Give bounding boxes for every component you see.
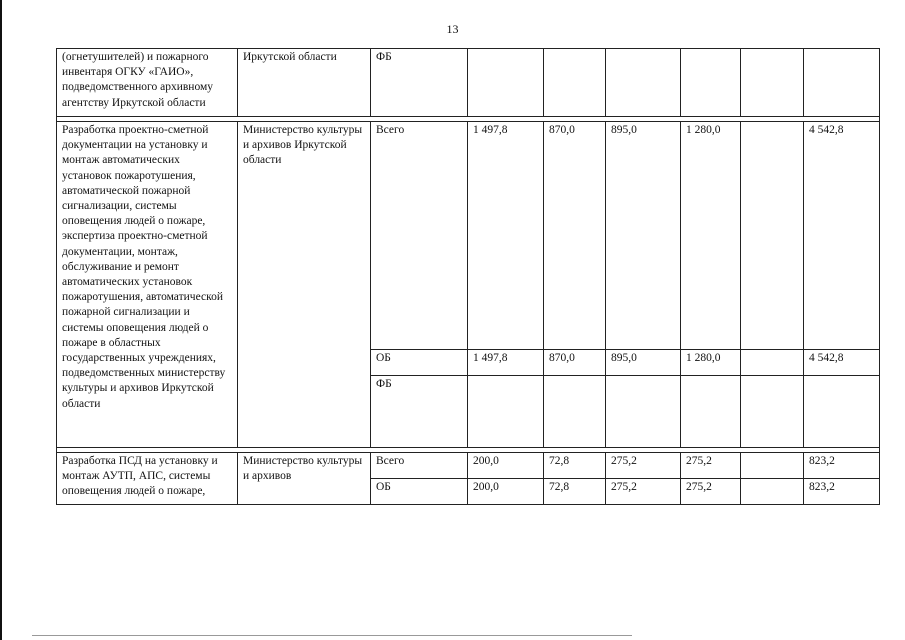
value-cell: 1 497,8 [468, 122, 544, 350]
value-cell: 72,8 [544, 479, 606, 505]
executor: Министерство культуры и архивов Иркутской области [238, 122, 371, 448]
page-number: 13 [446, 22, 459, 36]
activity-description: Разработка проектно-сметной документации на установку и монтаж автоматических установок пожаротушения, автоматической пожарной сигнализации, системы оповещения людей о пожаре, экспертиза проектно-сметной документации, монтаж, обслуживание и ремонт автоматических установок пожаротушения, автоматической пожарной сигнализации и системы оповещения людей о пожаре в областных государственных учреждениях, подведомственных министерству культуры и архивов Иркутской области [57, 122, 238, 448]
value-cell: 1 497,8 [468, 350, 544, 376]
funding-source: ФБ [371, 49, 468, 117]
value-cell [741, 350, 804, 376]
value-cell [741, 479, 804, 505]
value-cell [741, 376, 804, 448]
value-cell [741, 122, 804, 350]
value-cell: 275,2 [606, 453, 681, 479]
activity-description: (огнетушителей) и пожарного инвентаря ОГКУ «ГАИО», подведомственного архивному агентству Иркутской области [57, 49, 238, 117]
value-cell: 895,0 [606, 122, 681, 350]
funding-source: Всего [371, 122, 468, 350]
total-cell: 823,2 [804, 453, 880, 479]
total-cell: 4 542,8 [804, 122, 880, 350]
value-cell: 1 280,0 [681, 122, 741, 350]
total-cell: 4 542,8 [804, 350, 880, 376]
value-cell: 870,0 [544, 122, 606, 350]
page-bottom-edge [32, 635, 632, 636]
value-cell: 200,0 [468, 453, 544, 479]
funding-source: Всего [371, 453, 468, 479]
page-left-border [0, 0, 2, 640]
total-cell: 823,2 [804, 479, 880, 505]
funding-source: ФБ [371, 376, 468, 448]
table-row [57, 453, 880, 479]
value-cell: 275,2 [606, 479, 681, 505]
value-cell: 275,2 [681, 453, 741, 479]
value-cell [606, 49, 681, 117]
value-cell [741, 49, 804, 117]
executor: Иркутской области [238, 49, 371, 117]
table-row [57, 122, 880, 350]
value-cell [468, 49, 544, 117]
value-cell [544, 49, 606, 117]
value-cell: 895,0 [606, 350, 681, 376]
funding-source: ОБ [371, 479, 468, 505]
total-cell [804, 376, 880, 448]
value-cell [741, 453, 804, 479]
funding-source: ОБ [371, 350, 468, 376]
value-cell [681, 376, 741, 448]
value-cell: 870,0 [544, 350, 606, 376]
value-cell [681, 49, 741, 117]
value-cell: 1 280,0 [681, 350, 741, 376]
funding-table [56, 48, 880, 505]
value-cell: 200,0 [468, 479, 544, 505]
total-cell [804, 49, 880, 117]
value-cell [606, 376, 681, 448]
value-cell [468, 376, 544, 448]
value-cell: 275,2 [681, 479, 741, 505]
activity-description: Разработка ПСД на установку и монтаж АУТП, АПС, системы оповещения людей о пожаре, [57, 453, 238, 505]
table-row [57, 49, 880, 117]
value-cell: 72,8 [544, 453, 606, 479]
value-cell [544, 376, 606, 448]
executor: Министерство культуры и архивов [238, 453, 371, 505]
